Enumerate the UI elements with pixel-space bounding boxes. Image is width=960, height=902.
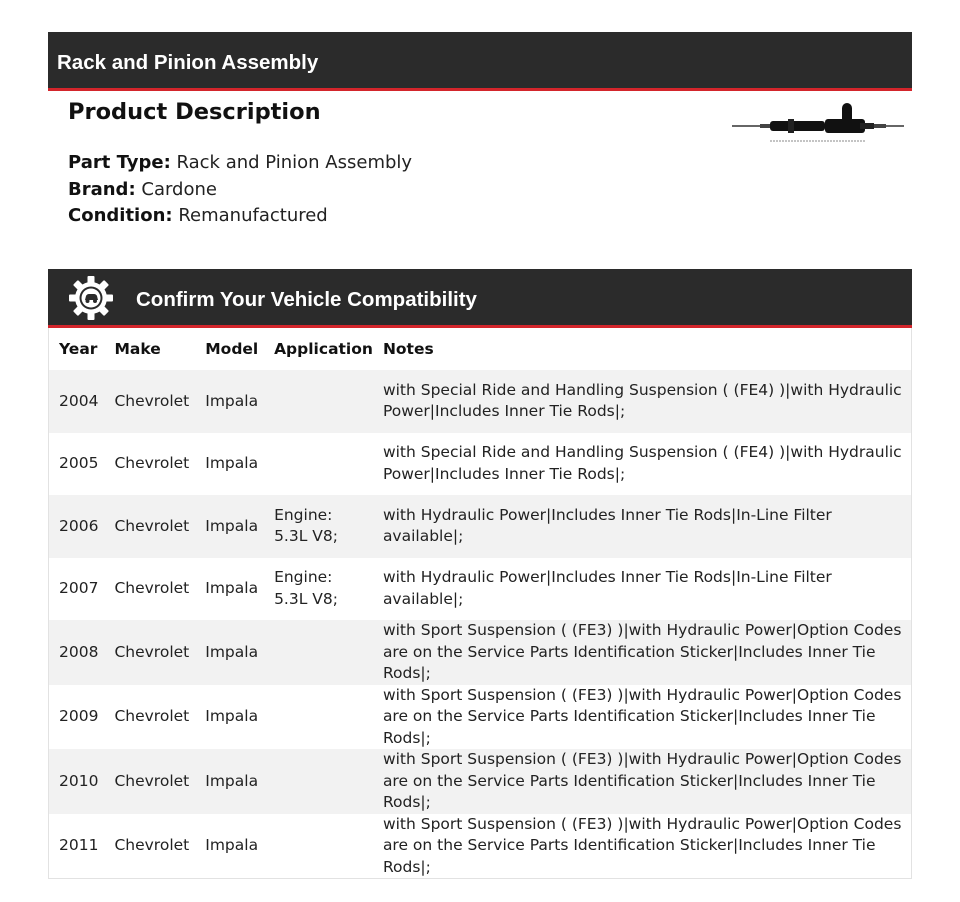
cell-model: Impala xyxy=(205,771,259,790)
part-type-value: Rack and Pinion Assembly xyxy=(176,152,413,173)
compatibility-banner xyxy=(48,269,912,328)
column-header-application: Application xyxy=(274,340,373,358)
cell-year: 2007 xyxy=(59,579,99,597)
spec-brand xyxy=(68,177,412,204)
cell-make: Chevrolet xyxy=(114,454,190,472)
cell-application xyxy=(264,814,373,879)
page-title: Rack and Pinion Assembly xyxy=(57,51,319,74)
spec-condition xyxy=(68,203,412,230)
column-header-notes: Notes xyxy=(382,340,434,358)
cell-make: Chevrolet xyxy=(114,707,190,725)
cell-application: Engine: 5.3L V8; xyxy=(274,505,338,546)
cell-year: 2009 xyxy=(59,707,99,725)
compatibility-title: Confirm Your Vehicle Compatibility xyxy=(136,288,477,311)
cell-model: Impala xyxy=(205,454,259,472)
cell-application xyxy=(264,433,373,496)
cell-notes: with Sport Suspension ( (FE3) )|with Hydraulic Power|Option Codes are on the Service Parts Identification Sticker|Includes Inner Tie Rods|; xyxy=(382,814,902,876)
cell-notes: with Special Ride and Handling Suspension ( (FE4) )|with Hydraulic Power|Includes Inner Tie Rods|; xyxy=(382,443,902,483)
cell-application xyxy=(264,749,373,814)
cell-notes: with Hydraulic Power|Includes Inner Tie Rods|In-Line Filter available|; xyxy=(382,505,832,546)
cell-model: Impala xyxy=(205,642,259,661)
table-row xyxy=(49,814,911,879)
cell-notes: with Sport Suspension ( (FE3) )|with Hydraulic Power|Option Codes are on the Service Parts Identification Sticker|Includes Inner Tie Rods|; xyxy=(382,685,902,747)
table-row xyxy=(49,558,911,621)
cell-application: Engine: 5.3L V8; xyxy=(274,568,338,608)
cell-make: Chevrolet xyxy=(114,391,190,410)
cell-year: 2011 xyxy=(59,836,99,854)
condition-label: Condition: xyxy=(68,205,173,226)
header-banner xyxy=(48,32,912,91)
cell-model: Impala xyxy=(205,579,259,597)
table-row xyxy=(49,620,911,685)
description-heading: Product Description xyxy=(68,99,321,125)
column-header-make: Make xyxy=(114,340,161,358)
cell-make: Chevrolet xyxy=(114,836,190,854)
table-row xyxy=(49,495,911,558)
cell-model: Impala xyxy=(205,707,259,725)
cell-application xyxy=(264,685,373,750)
gear-car-icon xyxy=(68,275,114,321)
cell-make: Chevrolet xyxy=(114,579,190,597)
brand-label: Brand: xyxy=(68,178,136,200)
condition-value: Remanufactured xyxy=(178,205,328,226)
table-row xyxy=(49,370,911,433)
cell-notes: with Special Ride and Handling Suspension ( (FE4) )|with Hydraulic Power|Includes Inner Tie Rods|; xyxy=(382,380,902,421)
brand-value: Cardone xyxy=(141,178,217,200)
compatibility-table xyxy=(48,328,912,879)
column-header-model: Model xyxy=(205,340,259,358)
column-header-year: Year xyxy=(59,340,98,358)
cell-year: 2005 xyxy=(59,454,99,472)
cell-notes: with Sport Suspension ( (FE3) )|with Hydraulic Power|Option Codes are on the Service Parts Identification Sticker|Includes Inner Tie Rods|; xyxy=(382,621,902,682)
table-row xyxy=(49,685,911,750)
cell-year: 2004 xyxy=(59,391,99,410)
cell-year: 2010 xyxy=(59,771,99,790)
cell-make: Chevrolet xyxy=(114,771,190,790)
cell-year: 2008 xyxy=(59,642,99,661)
table-header-row xyxy=(49,328,911,370)
cell-application xyxy=(264,370,373,433)
cell-model: Impala xyxy=(205,836,259,854)
cell-application xyxy=(264,620,373,685)
part-type-label: Part Type: xyxy=(68,152,171,173)
cell-make: Chevrolet xyxy=(114,516,190,535)
rack-and-pinion-image xyxy=(730,100,906,148)
cell-year: 2006 xyxy=(59,516,99,535)
spec-part-type xyxy=(68,150,412,177)
table-row xyxy=(49,749,911,814)
cell-notes: with Hydraulic Power|Includes Inner Tie Rods|In-Line Filter available|; xyxy=(382,568,832,608)
cell-model: Impala xyxy=(205,516,259,535)
cell-make: Chevrolet xyxy=(114,642,190,661)
cell-model: Impala xyxy=(205,391,259,410)
product-description xyxy=(68,96,412,230)
cell-notes: with Sport Suspension ( (FE3) )|with Hydraulic Power|Option Codes are on the Service Parts Identification Sticker|Includes Inner Tie Rods|; xyxy=(382,750,902,811)
table-row xyxy=(49,433,911,496)
spec-list xyxy=(68,150,412,230)
